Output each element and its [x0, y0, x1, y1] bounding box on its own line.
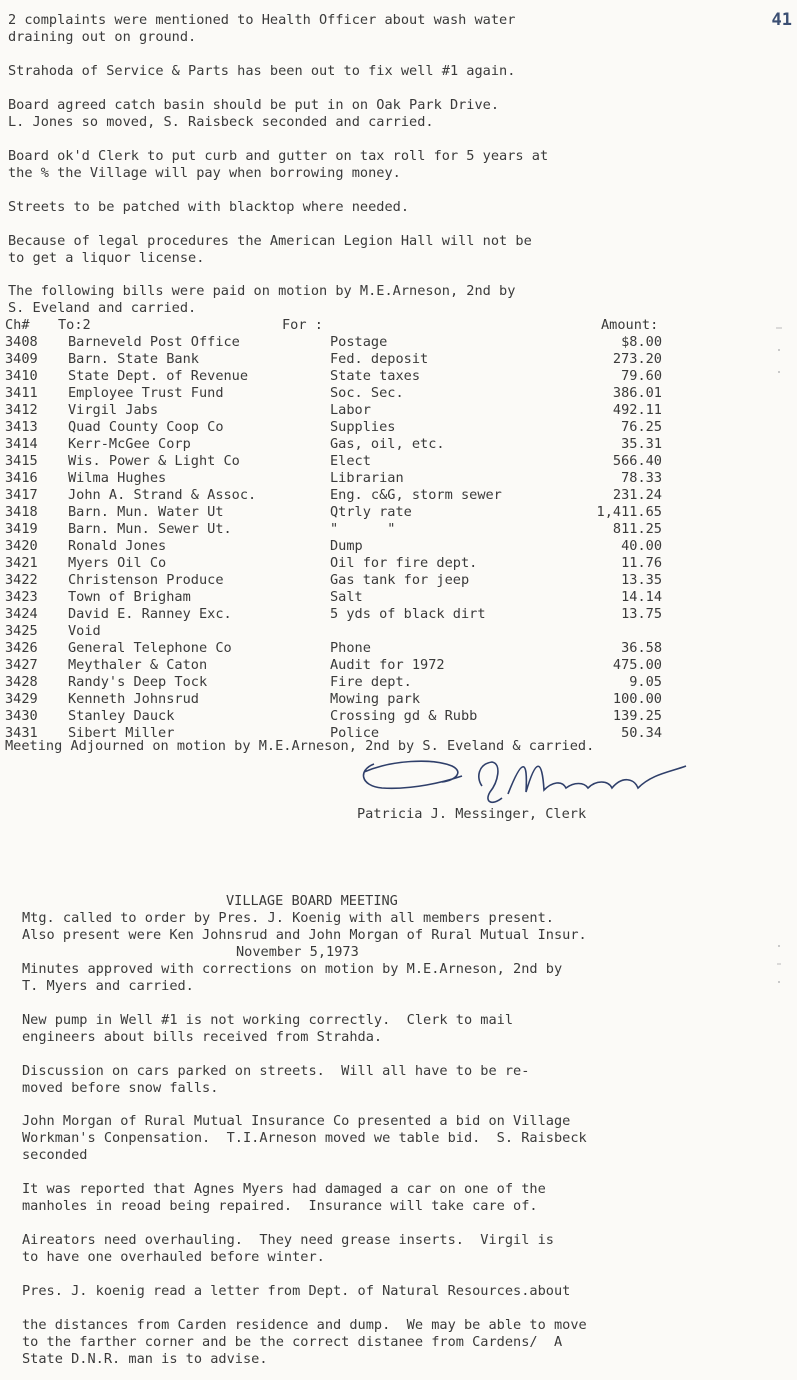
bill-purpose: Phone: [330, 640, 371, 656]
bill-amount: 76.25: [621, 419, 662, 435]
bill-purpose: Soc. Sec.: [330, 385, 404, 401]
bill-row: [0, 487, 797, 504]
meeting-paragraph: Discussion on cars parked on streets. Will all have to be re- moved before snow falls.: [22, 1063, 530, 1096]
check-number: 3415: [5, 453, 38, 469]
bill-amount: 13.75: [621, 606, 662, 622]
bill-amount: 40.00: [621, 538, 662, 554]
bill-purpose: Dump: [330, 538, 363, 554]
clerk-name: Patricia J. Messinger, Clerk: [357, 806, 587, 822]
check-number: 3431: [5, 725, 38, 741]
bill-row: [0, 368, 797, 385]
bill-row: [0, 521, 797, 538]
bill-row: [0, 555, 797, 572]
bill-amount: 492.11: [612, 402, 662, 418]
meeting-paragraph: It was reported that Agnes Myers had damaged a car on one of the manholes in reoad being repaired. Insurance will take care of.: [22, 1181, 546, 1214]
bill-amount: 231.24: [612, 487, 662, 503]
payee-name: General Telephone Co: [68, 640, 232, 656]
bill-row: [0, 606, 797, 623]
check-number: 3418: [5, 504, 38, 520]
bill-purpose: Police: [330, 725, 380, 741]
check-number: 3420: [5, 538, 38, 554]
minutes-paragraph: Strahoda of Service & Parts has been out to fix well #1 again.: [8, 63, 516, 79]
bill-row: [0, 674, 797, 691]
bill-purpose: Mowing park: [330, 691, 421, 707]
payee-name: Barn. State Bank: [68, 351, 199, 367]
bill-purpose: Fire dept.: [330, 674, 412, 690]
page-number: 41: [771, 10, 792, 30]
meeting-paragraph: Mtg. called to order by Pres. J. Koenig with all members present. Also present were Ken Johnsrud and John Morgan of Rural Mutual Insur.: [22, 910, 587, 943]
check-number: 3419: [5, 521, 38, 537]
col-for: For :: [282, 317, 323, 333]
payee-name: Kerr-McGee Corp: [68, 436, 191, 452]
bill-amount: 50.34: [621, 725, 662, 741]
bill-amount: 811.25: [612, 521, 662, 537]
payee-name: Barneveld Post Office: [68, 334, 240, 350]
bill-purpose: Elect: [330, 453, 371, 469]
bill-row: [0, 402, 797, 419]
bill-amount: 139.25: [612, 708, 662, 724]
check-number: 3421: [5, 555, 38, 571]
bill-purpose: Postage: [330, 334, 388, 350]
bill-purpose: " ": [330, 521, 396, 537]
bill-row: [0, 589, 797, 606]
minutes-paragraph: Because of legal procedures the American Legion Hall will not be to get a liquor license.: [8, 233, 532, 266]
col-amount: Amount:: [601, 317, 659, 333]
bill-purpose: Supplies: [330, 419, 396, 435]
bill-purpose: Gas tank for jeep: [330, 572, 470, 588]
bill-purpose: 5 yds of black dirt: [330, 606, 486, 622]
bill-row: [0, 419, 797, 436]
bill-row: [0, 453, 797, 470]
bill-purpose: Crossing gd & Rubb: [330, 708, 478, 724]
bill-row: [0, 691, 797, 708]
bill-purpose: Eng. c&G, storm sewer: [330, 487, 502, 503]
payee-name: Wis. Power & Light Co: [68, 453, 240, 469]
minutes-paragraph: 2 complaints were mentioned to Health Officer about wash water draining out on ground.: [8, 12, 516, 45]
margin-marks: [773, 940, 785, 990]
check-number: 3413: [5, 419, 38, 435]
payee-name: Virgil Jabs: [68, 402, 159, 418]
bill-amount: $8.00: [621, 334, 662, 350]
bill-row: [0, 623, 797, 640]
bill-amount: 1,411.65: [596, 504, 662, 520]
meeting-date: November 5,1973: [236, 944, 359, 960]
check-number: 3429: [5, 691, 38, 707]
bills-table-header: [0, 317, 797, 334]
payee-name: Ronald Jones: [68, 538, 167, 554]
bill-amount: 79.60: [621, 368, 662, 384]
meeting-paragraph: New pump in Well #1 is not working correctly. Clerk to mail engineers about bills received from Strahda.: [22, 1012, 514, 1045]
bill-amount: 36.58: [621, 640, 662, 656]
bill-amount: 100.00: [612, 691, 662, 707]
clerk-signature: [352, 752, 692, 808]
payee-name: Wilma Hughes: [68, 470, 167, 486]
bill-purpose: Oil for fire dept.: [330, 555, 478, 571]
check-number: 3426: [5, 640, 38, 656]
payee-name: Barn. Mun. Water Ut: [68, 504, 224, 520]
payee-name: Randy's Deep Tock: [68, 674, 208, 690]
check-number: 3408: [5, 334, 38, 350]
payee-name: Kenneth Johnsrud: [68, 691, 199, 707]
minutes-paragraph: Board ok'd Clerk to put curb and gutter on tax roll for 5 years at the % the Village will pay when borrowing money.: [8, 148, 549, 181]
payee-name: Meythaler & Caton: [68, 657, 208, 673]
meeting-paragraph: John Morgan of Rural Mutual Insurance Co presented a bid on Village Workman's Conpensation. T.I.Arneson moved we table bid. S. Raisbeck seconded: [22, 1113, 587, 1163]
bill-amount: 475.00: [612, 657, 662, 673]
check-number: 3411: [5, 385, 38, 401]
bill-row: [0, 334, 797, 351]
col-check-number: Ch#: [5, 317, 30, 333]
check-number: 3430: [5, 708, 38, 724]
bill-purpose: Audit for 1972: [330, 657, 445, 673]
bill-purpose: Salt: [330, 589, 363, 605]
payee-name: Myers Oil Co: [68, 555, 167, 571]
check-number: 3410: [5, 368, 38, 384]
check-number: 3417: [5, 487, 38, 503]
check-number: 3412: [5, 402, 38, 418]
minutes-paragraph: Board agreed catch basin should be put in on Oak Park Drive. L. Jones so moved, S. Raisbeck seconded and carried.: [8, 97, 500, 130]
meeting-paragraph: Pres. J. koenig read a letter from Dept. of Natural Resources.about the distances from Carden residence and dump. We may be able to move to the farther corner and be the correct distanee from Cardens/ A State D.N.R. man is to advise.: [22, 1283, 587, 1367]
check-number: 3425: [5, 623, 38, 639]
payee-name: Barn. Mun. Sewer Ut.: [68, 521, 232, 537]
bill-amount: 9.05: [629, 674, 662, 690]
margin-marks: [773, 320, 785, 380]
check-number: 3424: [5, 606, 38, 622]
bill-amount: 13.35: [621, 572, 662, 588]
bill-row: [0, 572, 797, 589]
check-number: 3409: [5, 351, 38, 367]
bill-purpose: Librarian: [330, 470, 404, 486]
bill-amount: 14.14: [621, 589, 662, 605]
bill-row: [0, 504, 797, 521]
bill-row: [0, 708, 797, 725]
payee-name: Stanley Dauck: [68, 708, 175, 724]
meeting-paragraph: Aireators need overhauling. They need grease inserts. Virgil is to have one overhauled before winter.: [22, 1232, 554, 1265]
payee-name: State Dept. of Revenue: [68, 368, 249, 384]
check-number: 3423: [5, 589, 38, 605]
payee-name: Town of Brigham: [68, 589, 191, 605]
payee-name: Sibert Miller: [68, 725, 175, 741]
bill-amount: 273.20: [612, 351, 662, 367]
payee-name: Void: [68, 623, 101, 639]
check-number: 3422: [5, 572, 38, 588]
bill-purpose: Gas, oil, etc.: [330, 436, 445, 452]
bill-amount: 35.31: [621, 436, 662, 452]
meeting-title: VILLAGE BOARD MEETING: [226, 893, 398, 909]
col-payee: To:2: [58, 317, 91, 333]
payee-name: John A. Strand & Assoc.: [68, 487, 257, 503]
minutes-paragraph: Streets to be patched with blacktop where needed.: [8, 199, 410, 215]
adjourn-note: Meeting Adjourned on motion by M.E.Arneson, 2nd by S. Eveland & carried.: [5, 738, 595, 754]
bills-table: [0, 334, 797, 742]
bill-amount: 386.01: [612, 385, 662, 401]
bill-row: [0, 470, 797, 487]
payee-name: Christenson Produce: [68, 572, 224, 588]
check-number: 3414: [5, 436, 38, 452]
bill-row: [0, 436, 797, 453]
bill-amount: 566.40: [612, 453, 662, 469]
bill-purpose: State taxes: [330, 368, 421, 384]
bill-amount: 11.76: [621, 555, 662, 571]
payee-name: Quad County Coop Co: [68, 419, 224, 435]
check-number: 3428: [5, 674, 38, 690]
bill-purpose: Labor: [330, 402, 371, 418]
bill-purpose: Fed. deposit: [330, 351, 429, 367]
check-number: 3427: [5, 657, 38, 673]
minutes-paragraph: The following bills were paid on motion by M.E.Arneson, 2nd by S. Eveland and carried.: [8, 283, 516, 316]
bill-row: [0, 657, 797, 674]
bill-amount: 78.33: [621, 470, 662, 486]
meeting-paragraph: Minutes approved with corrections on motion by M.E.Arneson, 2nd by T. Myers and carried.: [22, 961, 563, 994]
bill-purpose: Qtrly rate: [330, 504, 412, 520]
bill-row: [0, 640, 797, 657]
check-number: 3416: [5, 470, 38, 486]
bill-row: [0, 538, 797, 555]
bill-row: [0, 351, 797, 368]
payee-name: Employee Trust Fund: [68, 385, 224, 401]
bill-row: [0, 385, 797, 402]
payee-name: David E. Ranney Exc.: [68, 606, 232, 622]
